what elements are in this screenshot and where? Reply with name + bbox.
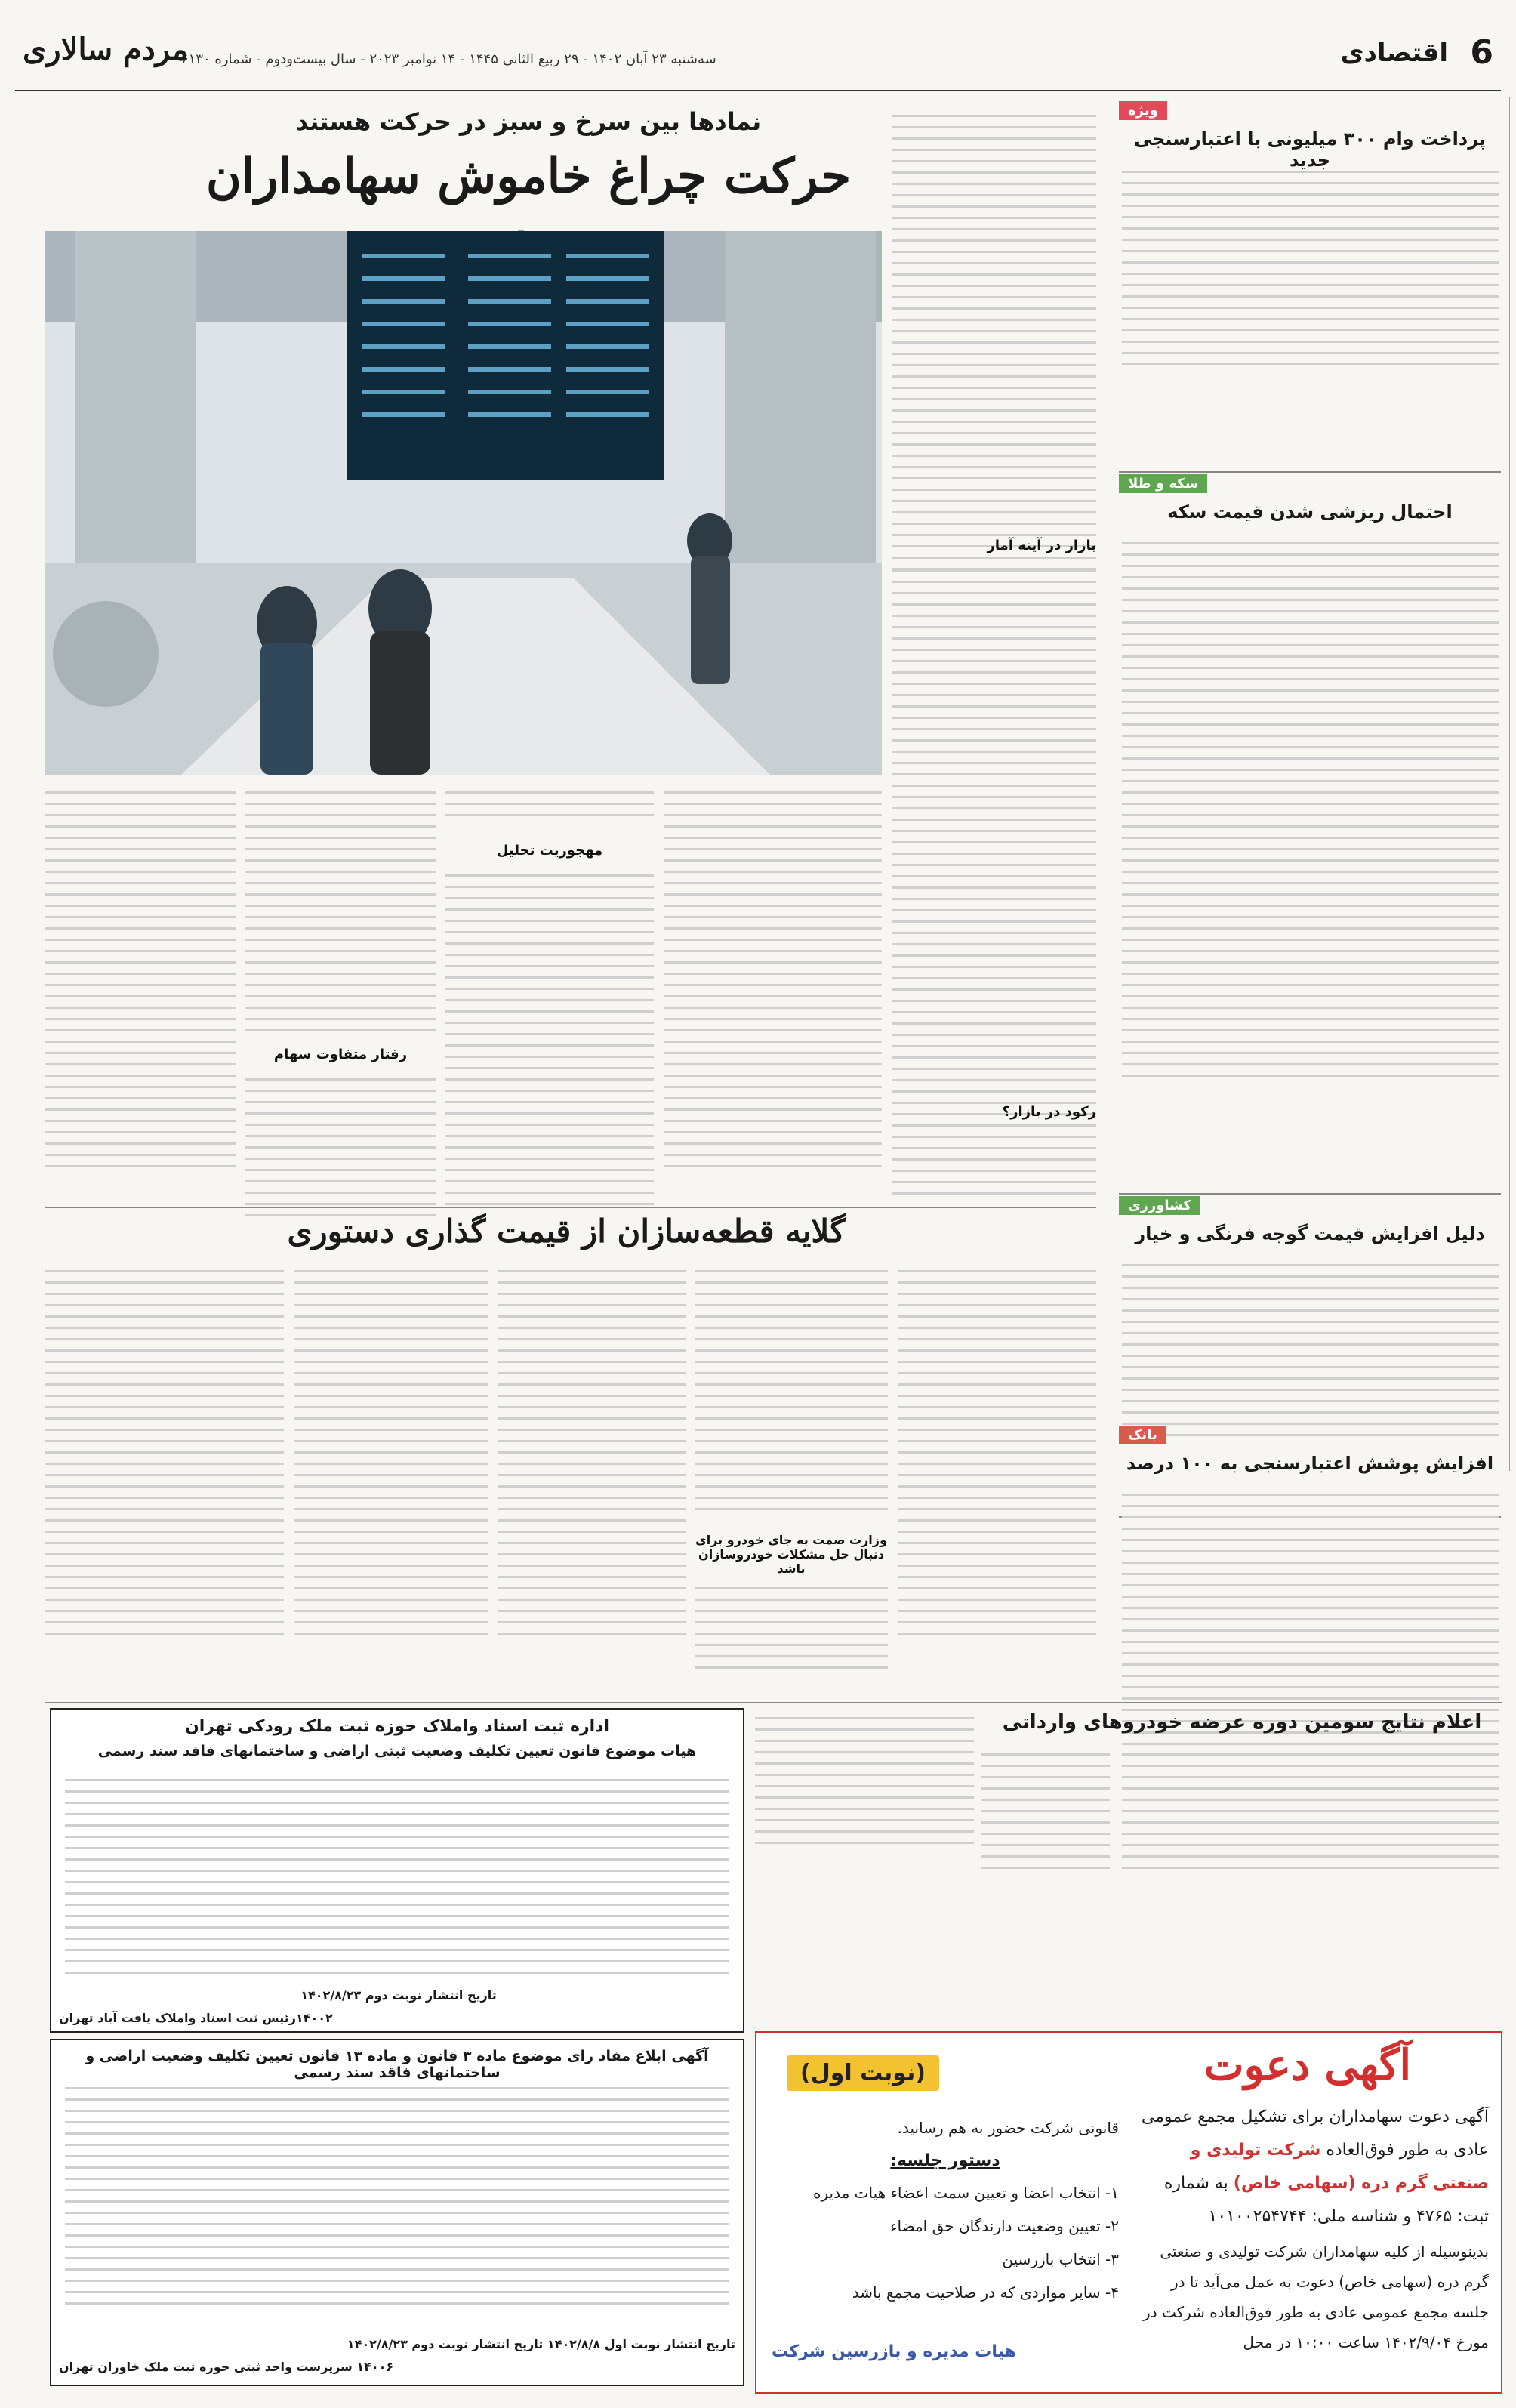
article-text <box>445 782 654 825</box>
ad-intro-text: آگهی دعوت سهامداران برای تشکیل مجمع عمومی عادی به طور فوق‌العاده <box>1141 2107 1489 2160</box>
article-text <box>755 1708 974 1853</box>
ad-agenda-item: ۲- تعیین وضعیت دارندگان حق امضاء <box>890 2217 1119 2235</box>
article-text <box>1122 1744 1499 1878</box>
registry-notice-1 <box>50 1708 744 2033</box>
main-kicker: نمادها بین سرخ و سبز در حرکت هستند <box>295 107 762 136</box>
ad-agenda-title: دستور جلسه: <box>890 2151 1000 2170</box>
sidebar-item-title: احتمال ریزشی شدن قیمت سکه <box>1167 501 1453 523</box>
article-text <box>695 1261 888 1519</box>
notice-date: تاریخ انتشار نوبت دوم ۱۴۰۲/۸/۲۳ <box>300 1988 497 2003</box>
ad-agenda-item: ۱- انتخاب اعضا و تعیین سمت اعضاء هیات مدیره <box>813 2184 1119 2202</box>
subhead: بازار در آینه آمار <box>987 538 1096 553</box>
sidebar-item-title: دلیل افزایش قیمت گوجه فرنگی و خیار <box>1135 1223 1485 1244</box>
ad-agenda-item: ۴- سایر مواردی که در صلاحیت مجمع باشد <box>852 2283 1119 2302</box>
article-text <box>1122 1255 1499 1445</box>
ad-address: قانونی شرکت حضور به هم رسانید. <box>897 2119 1119 2137</box>
notice-subtitle: هیات موضوع قانون تعیین تکلیف وضعیت ثبتی اراضی و ساختمانهای فاقد سند رسمی <box>97 1743 697 1759</box>
stock-exchange-photo <box>45 231 882 775</box>
article-text <box>981 1744 1110 1878</box>
notice-date: تاریخ انتشار نوبت اول ۱۴۰۲/۸/۸ تاریخ انتشار نوبت دوم ۱۴۰۲/۸/۲۳ <box>347 2337 735 2351</box>
sidebar <box>1110 97 1510 1471</box>
ad-meeting: بدینوسیله از کلیه سهامداران شرکت تولیدی و صنعتی گرم دره (سهامی خاص) دعوت به عمل می‌آید تا در جلسه مجمع عمومی عادی به طور فوق‌العاده شرکت در مورخ ۱۴۰۲/۹/۰۴ ساعت ۱۰:۰۰ در محل <box>1143 2243 1489 2351</box>
notice-text <box>65 2078 729 2314</box>
tag-special: ویژه <box>1119 101 1167 120</box>
newspaper-logo: مردم سالاری <box>23 32 189 67</box>
subhead: رکود در بازار؟ <box>1002 1104 1096 1120</box>
article-text <box>892 106 1096 579</box>
article-text <box>294 1261 488 1644</box>
sidebar-bank <box>1110 1420 1510 1797</box>
article-text <box>892 1127 1096 1158</box>
tag-agriculture: کشاورزی <box>1119 1196 1200 1215</box>
ad-signature: هیات مدیره و بازرسین شرکت <box>772 2342 1016 2361</box>
divider <box>45 1207 1096 1208</box>
sidebar-item-title: افزایش پوشش اعتبارسنجی به ۱۰۰ درصد <box>1126 1453 1494 1474</box>
article-text <box>898 1261 1096 1644</box>
subhead: مهجوریت تحلیل <box>496 843 603 859</box>
notice-title: اداره ثبت اسناد واملاک حوزه ثبت ملک رودکی تهران <box>184 1717 610 1736</box>
notice-title: آگهی ابلاغ مفاد رای موضوع ماده ۳ قانون و ماده ۱۳ قانون تعیین تکلیف وضعیت اراضی و ساختمانهای فاقد سند رسمی <box>85 2048 709 2081</box>
page-number: 6 <box>1470 33 1493 72</box>
article-text <box>45 1261 284 1644</box>
divider <box>1119 471 1501 473</box>
article-text <box>1122 162 1499 375</box>
article-text <box>695 1578 888 1678</box>
ad-badge: (نوبت اول) <box>787 2055 939 2091</box>
article-text <box>445 865 654 1214</box>
article-text <box>1122 533 1499 1086</box>
second-headline: گلایه قطعه‌سازان از قیمت گذاری دستوری <box>287 1213 846 1250</box>
notice-text <box>65 1770 729 1983</box>
notice-signature: ۱۴۰۰۶ سرپرست واحد ثبتی حوزه ثبت ملک خاوران تهران <box>59 2360 394 2374</box>
meeting-ad <box>755 2031 1502 2394</box>
article-text <box>664 782 882 1176</box>
ad-intro <box>1134 2101 1489 2234</box>
tag-bank: بانک <box>1119 1426 1166 1444</box>
article-text <box>245 1069 436 1226</box>
notice-signature: ۱۴۰۰۲رئیس ثبت اسناد واملاک یافت آباد تهران <box>59 2011 333 2025</box>
ad-reg: به شماره ثبت: ۴۷۶۵ و شناسه ملی: ۱۰۱۰۰۲۵۴۷۴۴ <box>1163 2174 1489 2226</box>
article-text <box>498 1261 686 1644</box>
ad-title: آگهی دعوت <box>1203 2040 1412 2090</box>
tag-gold: سکه و طلا <box>1119 474 1207 493</box>
divider <box>1119 1193 1501 1195</box>
divider <box>45 1702 1502 1703</box>
sidebar-item-title: پرداخت وام ۳۰۰ میلیونی با اعتبارسنجی جدید <box>1133 128 1487 171</box>
registry-notice-2 <box>50 2039 744 2386</box>
article-text <box>245 782 436 1041</box>
issue-date: سه‌شنبه ۲۳ آبان ۱۴۰۲ - ۲۹ ربیع الثانی ۱۴۴۵ - ۱۴ نوامبر ۲۰۲۳ - سال بیست‌و‌دوم - شماره ۶۱۳۰ <box>181 51 716 67</box>
ad-company: شرکت تولیدی و صنعتی گرم دره (سهامی خاص) <box>1190 2141 1489 2193</box>
subhead: وزارت صمت به جای خودرو برای دنبال حل مشکلات خودروسازان باشد <box>695 1533 887 1576</box>
car-import-title: اعلام نتایج سومین دوره عرضه خودروهای وارداتی <box>1002 1711 1482 1734</box>
photo-illustration <box>45 231 882 775</box>
ad-agenda-item: ۳- انتخاب بازرسین <box>1002 2250 1119 2268</box>
masthead <box>15 21 1501 91</box>
article-text <box>45 782 236 1176</box>
section-title: اقتصادی <box>1340 38 1448 68</box>
main-headline: حرکت چراغ خاموش سهامداران <box>205 148 852 205</box>
subhead: رفتار متفاوت سهام <box>273 1047 408 1062</box>
